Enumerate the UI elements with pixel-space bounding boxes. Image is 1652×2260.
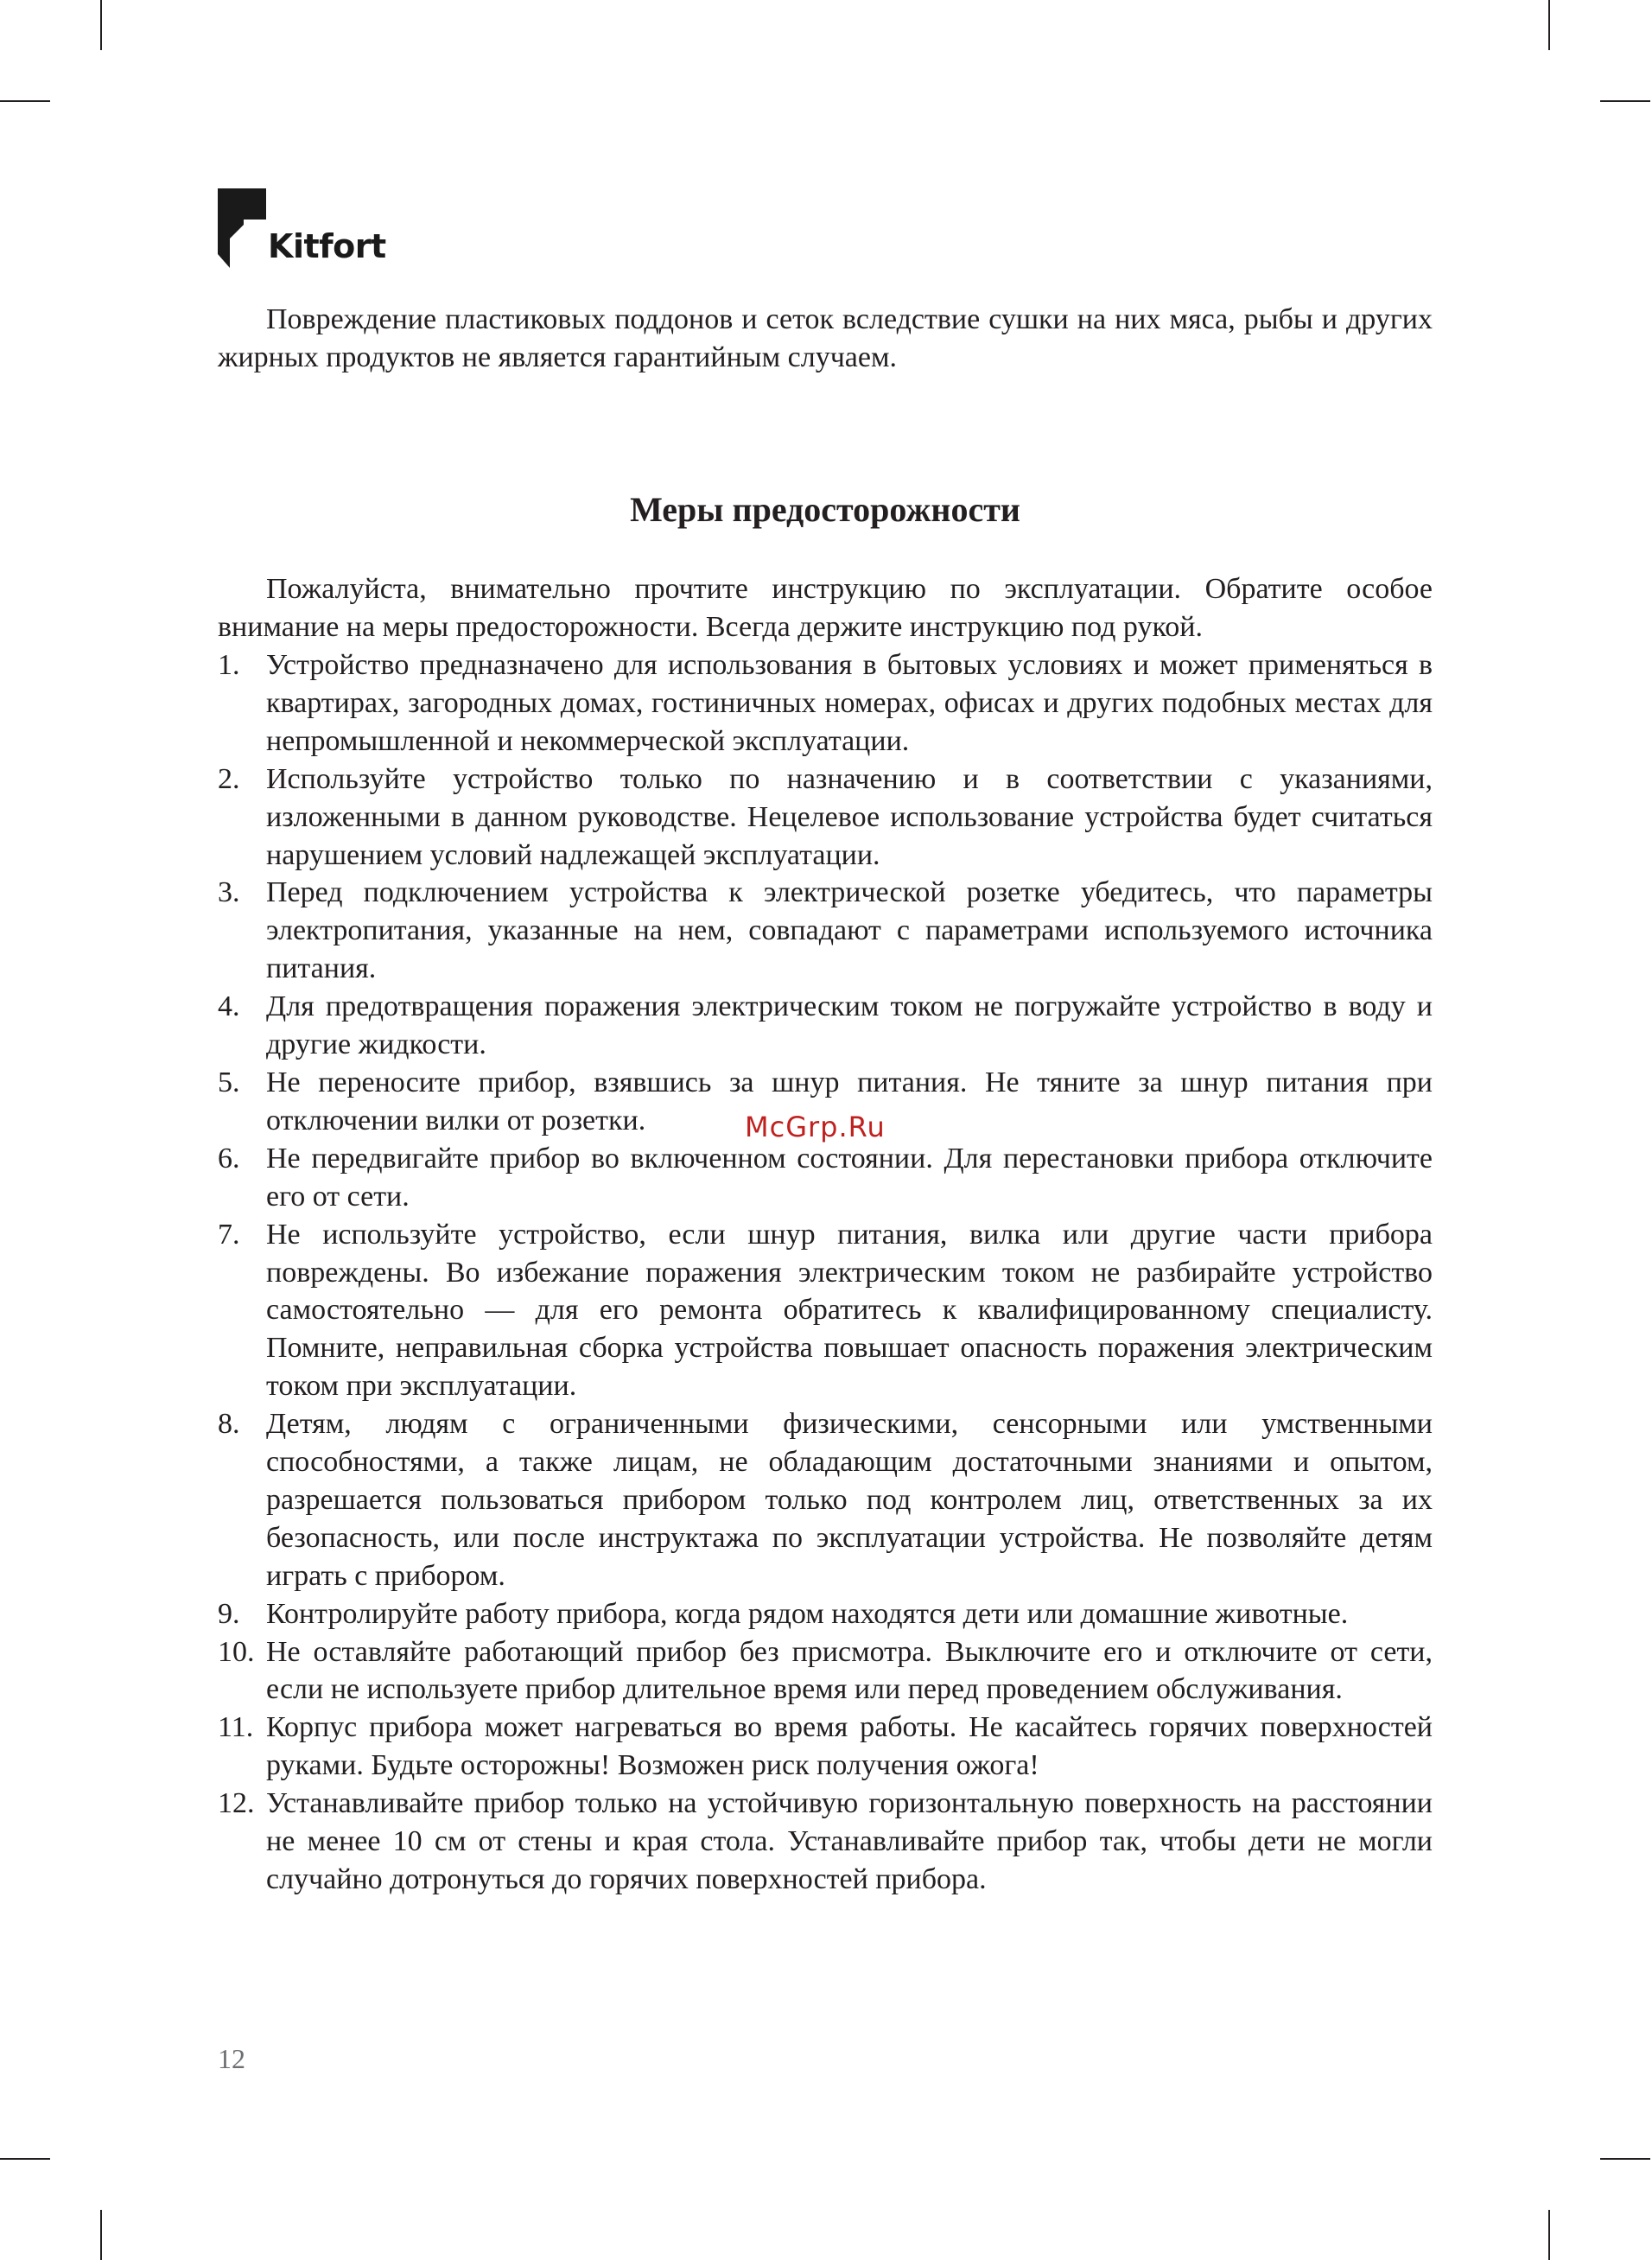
warranty-note: Повреждение пластиковых поддонов и сеток вследствие сушки на них мяса, рыбы и других жирных продуктов не является гарантийным случаем.: [218, 303, 1433, 373]
list-item-number: 10.: [218, 1635, 255, 1668]
crop-mark-bottom-right: [1548, 2210, 1550, 2260]
kitfort-logo-icon: [218, 188, 266, 268]
list-item-text: Детям, людям с ограниченными физическими, сенсорными или умственными способностями, а также лицам, не обладающим достаточными знаниями и опытом, разрешается пользоваться прибором только под контролем лиц, ответственных за их безопасность, или после инструктажа по эксплуатации устройства. Не позволяйте детям играть с прибором.: [266, 1408, 1433, 1592]
list-item-number: 7.: [218, 1218, 240, 1251]
list-item: [218, 874, 1433, 988]
list-item-text: Не используйте устройство, если шнур питания, вилка или другие части прибора повреждены. Во избежание поражения электрическим током не разбирайте устройство самостоятельно — для его ремонта обратитесь к квалифицированному специалисту. Помните, неправильная сборка устройства повышает опасность поражения электрическим током при эксплуатации.: [266, 1218, 1433, 1403]
precautions-list: [218, 646, 1433, 1899]
section-preamble: Пожалуйста, внимательно прочтите инструкцию по эксплуатации. Обратите особое внимание на меры предосторожности. Всегда держите инструкцию под рукой.: [218, 573, 1433, 643]
list-item-number: 11.: [218, 1711, 254, 1744]
crop-mark-bottom-right-h: [1600, 2158, 1650, 2160]
list-item: [218, 1405, 1433, 1595]
list-item-number: 12.: [218, 1787, 255, 1820]
list-item-number: 3.: [218, 876, 240, 909]
list-item: [218, 1709, 1433, 1785]
list-item-text: Устройство предназначено для использования в бытовых условиях и может применяться в квартирах, загородных домах, гостиничных номерах, офисах и других подобных местах для непромышленной и некоммерческой эксплуатации.: [266, 649, 1433, 757]
list-item: [218, 1216, 1433, 1406]
crop-mark-top-right-h: [1600, 100, 1650, 102]
crop-mark-bottom-left-h: [0, 2158, 50, 2160]
list-item-text: Используйте устройство только по назначению и в соответствии с указаниями, изложенными в данном руководстве. Нецелевое использование устройства будет считаться нарушением условий надлежащей эксплуатации.: [266, 762, 1433, 871]
list-item-number: 5.: [218, 1066, 240, 1098]
crop-mark-top-left: [100, 0, 102, 50]
list-item-number: 9.: [218, 1597, 240, 1630]
list-item-text: Контролируйте работу прибора, когда рядом находятся дети или домашние животные.: [266, 1597, 1349, 1630]
list-item: [218, 1140, 1433, 1216]
kitfort-logo: [218, 188, 391, 271]
logo-wordmark: Kitfort: [268, 227, 386, 265]
list-item: [218, 761, 1433, 875]
crop-mark-top-right: [1548, 0, 1550, 50]
crop-mark-top-left-h: [0, 100, 50, 102]
list-item-number: 8.: [218, 1408, 240, 1441]
section-title: Меры предосторожности: [630, 490, 1020, 529]
list-item-text: Перед подключением устройства к электрической розетке убедитесь, что параметры электропитания, указанные на нем, совпадают с параметрами используемого источника питания.: [266, 876, 1433, 985]
crop-mark-bottom-left: [100, 2210, 102, 2260]
list-item: [218, 646, 1433, 761]
list-item-number: 4.: [218, 990, 240, 1023]
list-item-number: 2.: [218, 762, 240, 795]
list-item-text: Устанавливайте прибор только на устойчивую горизонтальную поверхность на расстоянии не менее 10 см от стены и края стола. Устанавливайте прибор так, чтобы дети не могли случайно дотронуться до горячих поверхностей прибора.: [266, 1787, 1433, 1895]
list-item-text: Не переносите прибор, взявшись за шнур питания. Не тяните за шнур питания при отключении вилки от розетки.: [266, 1066, 1433, 1136]
watermark-link[interactable]: McGrp.Ru: [745, 1111, 886, 1143]
list-item-text: Корпус прибора может нагреваться во время работы. Не касайтесь горячих поверхностей руками. Будьте осторожны! Возможен риск получения ожога!: [266, 1711, 1433, 1782]
list-item-number: 6.: [218, 1142, 240, 1175]
list-item: [218, 988, 1433, 1064]
list-item: [218, 1785, 1433, 1899]
list-item: [218, 1633, 1433, 1709]
list-item-number: 1.: [218, 649, 240, 681]
list-item-text: Не передвигайте прибор во включенном состоянии. Для перестановки прибора отключите его от сети.: [266, 1142, 1433, 1213]
list-item: [218, 1595, 1433, 1633]
list-item-text: Не оставляйте работающий прибор без присмотра. Выключите его и отключите от сети, если не используете прибор длительное время или перед проведением обслуживания.: [266, 1635, 1433, 1706]
list-item-text: Для предотвращения поражения электрическим током не погружайте устройство в воду и другие жидкости.: [266, 990, 1433, 1061]
page-number: 12: [218, 2043, 245, 2074]
